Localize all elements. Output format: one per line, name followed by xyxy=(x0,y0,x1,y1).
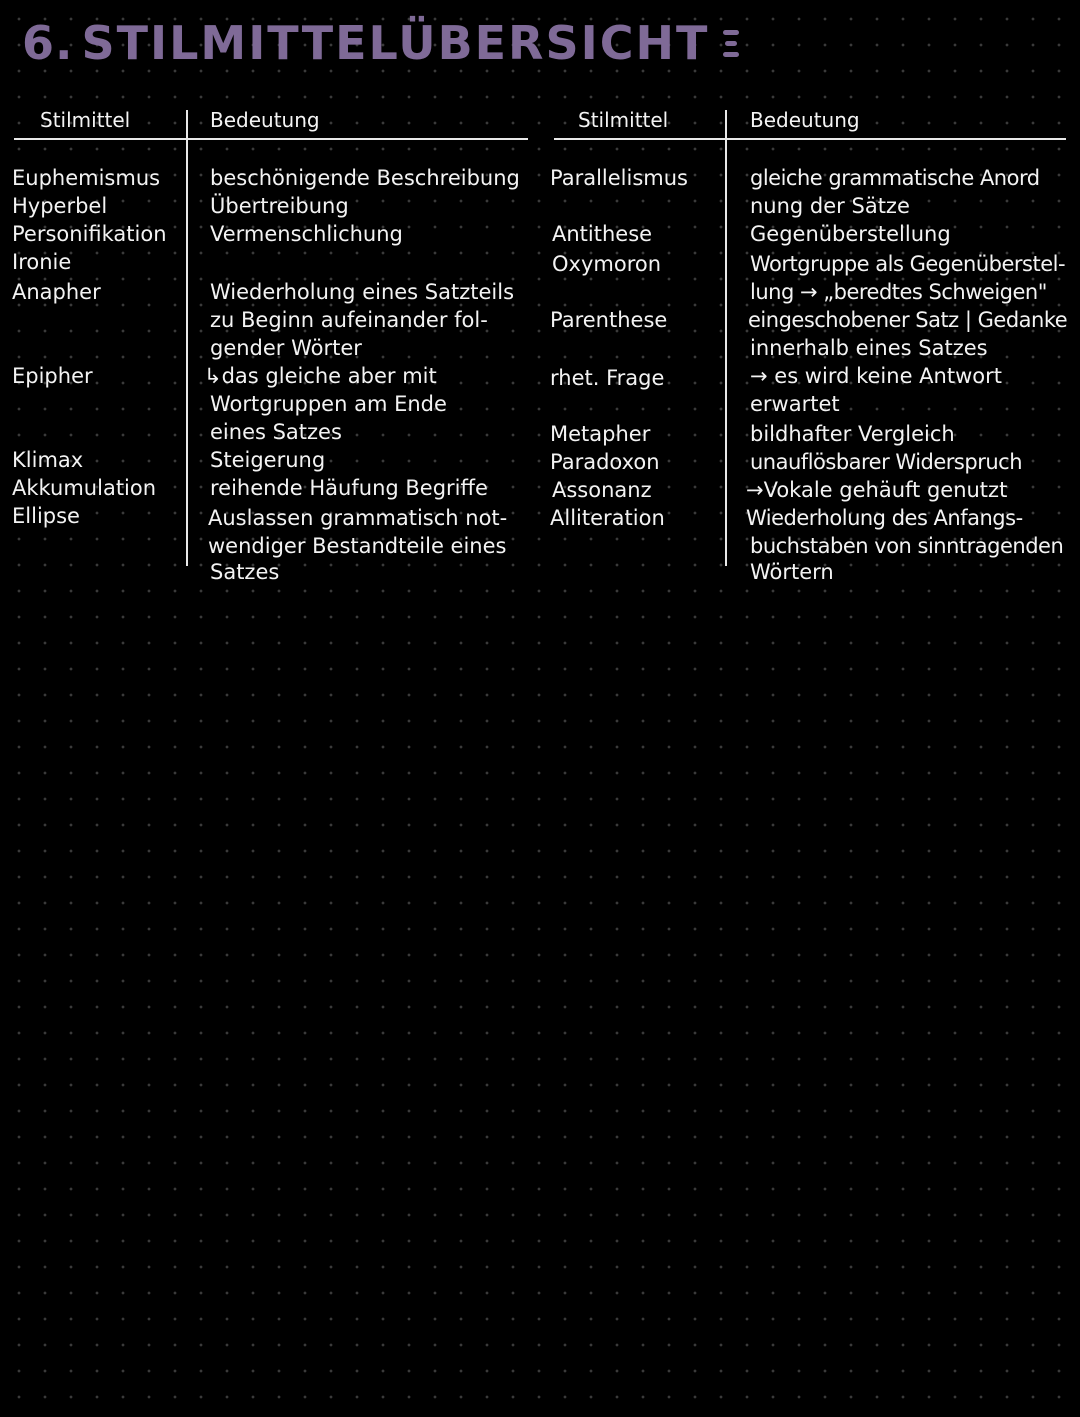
meaning-alliteration-line3: Wörtern xyxy=(750,560,834,584)
meaning-antithese: Gegenüberstellung xyxy=(750,222,951,246)
term-antithese: Antithese xyxy=(552,222,653,246)
meaning-parenthese-line2: innerhalb eines Satzes xyxy=(750,336,988,360)
term-oxymoron: Oxymoron xyxy=(552,252,662,276)
meaning-epipher-line1: ↳das gleiche aber mit xyxy=(204,364,437,388)
term-epipher: Epipher xyxy=(12,364,93,388)
meaning-paradoxon: unauflösbarer Widerspruch xyxy=(750,450,1023,474)
title-decoration xyxy=(723,30,739,57)
meaning-epipher-line2: Wortgruppen am Ende xyxy=(210,392,447,416)
meaning-ellipse-line3: Satzes xyxy=(210,560,280,584)
right-column-divider xyxy=(725,110,727,566)
meaning-rhet-frage-line1: → es wird keine Antwort xyxy=(750,364,1002,388)
term-euphemismus: Euphemismus xyxy=(12,166,161,190)
term-alliteration: Alliteration xyxy=(550,506,665,530)
term-klimax: Klimax xyxy=(12,448,84,472)
meaning-oxymoron-line2: lung → „beredtes Schweigen" xyxy=(750,280,1047,304)
title-text: STILMITTELÜBERSICHT xyxy=(81,16,710,70)
left-header-stilmittel: Stilmittel xyxy=(40,108,131,132)
term-akkumulation: Akkumulation xyxy=(12,476,157,500)
meaning-rhet-frage-line2: erwartet xyxy=(750,392,840,416)
meaning-parallelismus-line2: nung der Sätze xyxy=(750,194,910,218)
term-parenthese: Parenthese xyxy=(550,308,668,332)
meaning-anapher-line2: zu Beginn aufeinander fol- xyxy=(210,308,488,332)
meaning-klimax: Steigerung xyxy=(210,448,326,472)
term-ellipse: Ellipse xyxy=(12,504,80,528)
left-header-bedeutung: Bedeutung xyxy=(210,108,320,132)
term-parallelismus: Parallelismus xyxy=(550,166,688,190)
meaning-ellipse-line2: wendiger Bestandteile eines xyxy=(208,534,507,558)
term-assonanz: Assonanz xyxy=(552,478,652,502)
right-header-bedeutung: Bedeutung xyxy=(750,108,860,132)
meaning-parallelismus-line1: gleiche grammatische Anord xyxy=(750,166,1040,190)
right-header-divider xyxy=(554,138,1066,140)
meaning-alliteration-line2: buchstaben von sinntragenden xyxy=(750,534,1064,558)
meaning-akkumulation: reihende Häufung Begriffe xyxy=(210,476,488,500)
term-hyperbel: Hyperbel xyxy=(12,194,108,218)
meaning-anapher-line1: Wiederholung eines Satzteils xyxy=(210,280,515,304)
meaning-euphemismus: beschönigende Beschreibung xyxy=(210,166,520,190)
meaning-oxymoron-line1: Wortgruppe als Gegenüberstel- xyxy=(750,252,1066,276)
left-header-divider xyxy=(14,138,528,140)
meaning-epipher-line3: eines Satzes xyxy=(210,420,342,444)
term-ironie: Ironie xyxy=(12,250,72,274)
left-column-divider xyxy=(186,110,188,566)
term-paradoxon: Paradoxon xyxy=(550,450,660,474)
meaning-anapher-line3: gender Wörter xyxy=(210,336,362,360)
meaning-hyperbel: Übertreibung xyxy=(210,194,349,218)
term-anapher: Anapher xyxy=(12,280,101,304)
meaning-metapher: bildhafter Vergleich xyxy=(750,422,955,446)
right-header-stilmittel: Stilmittel xyxy=(578,108,669,132)
term-personifikation: Personifikation xyxy=(12,222,167,246)
meaning-parenthese-line1: eingeschobener Satz | Gedanke xyxy=(748,308,1068,332)
term-metapher: Metapher xyxy=(550,422,651,446)
page-title xyxy=(22,8,739,78)
meaning-alliteration-line1: Wiederholung des Anfangs- xyxy=(746,506,1023,530)
term-rhet-frage: rhet. Frage xyxy=(550,366,665,390)
title-number: 6. xyxy=(22,16,74,70)
meaning-assonanz: →Vokale gehäuft genutzt xyxy=(746,478,1008,502)
meaning-ellipse-line1: Auslassen grammatisch not- xyxy=(208,506,508,530)
meaning-personifikation: Vermenschlichung xyxy=(210,222,403,246)
